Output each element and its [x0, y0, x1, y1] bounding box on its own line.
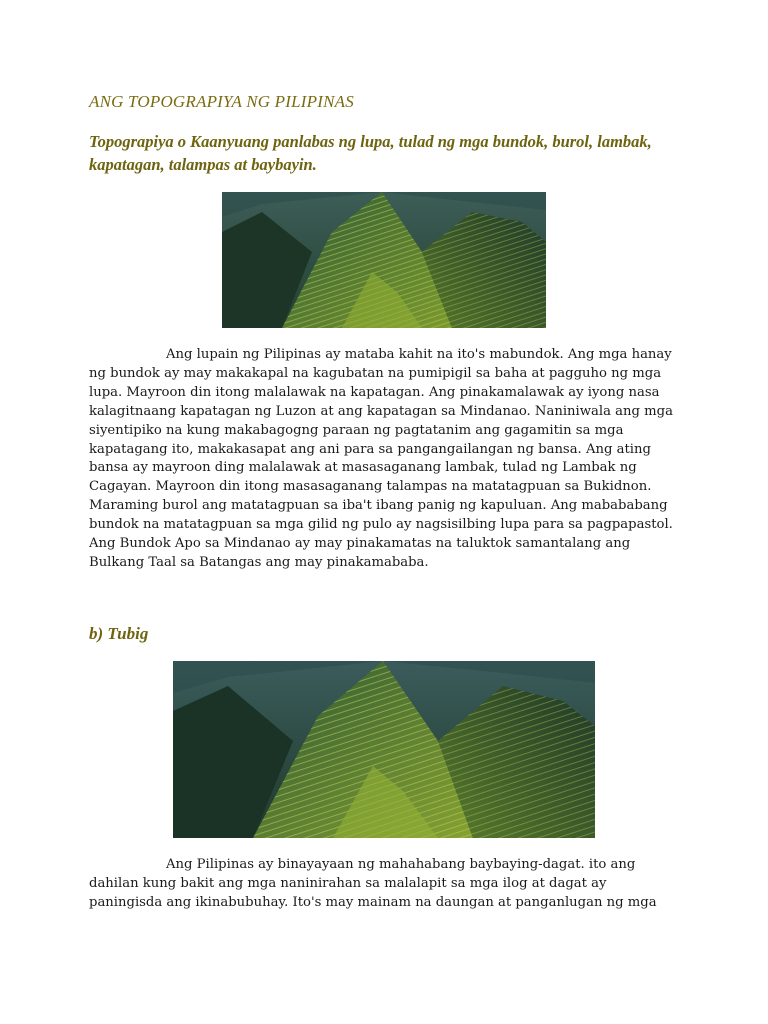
paragraph-topography: Ang lupain ng Pilipinas ay mataba kahit na ito's mabundok. Ang mga hanay ng bundok ay may makakapal na kagubatan na pumipigil sa baha at pagguho ng mga lupa. Mayroon din itong malalawak na kapatagan. Ang pinakamalawak ay iyong nasa kalagitnaang kapatagan ng Luzon at ang kapatagan sa Mindanao. Naniniwala ang mga siyentipiko na kung makabagogng paraan ng pagtatanim ang gagamitin sa mga kapatagang ito, makakasapat ang ani para sa pangangailangan ng bansa. Ang ating bansa ay mayroon ding malalawak at masasaganang lambak, tulad ng Lambak ng Cagayan. Mayroon din itong masasaganang talampas na matatagpuan sa Bukidnon. Maraming burol ang matatagpuan sa iba't ibang panig ng kapuluan. Ang mabababang bundok na matatagpuan sa mga gilid ng pulo ay nagsisilbing lupa para sa pagpapastol. Ang Bundok Apo sa Mindanao ay may pinakamatas na taluktok samantalang ang Bulkang Taal sa Batangas ang may pinakamababa. [89, 347, 673, 570]
paragraph-water: Ang Pilipinas ay binayayaan ng mahahabang baybaying-dagat. ito ang dahilan kung bakit ang mga naninirahan sa malalapit sa mga ilog at dagat ay paningisda ang ikinabubuhay. Ito's may mainam na daungan at panganlugan ng mga [89, 857, 657, 910]
document-subtitle: Topograpiya o Kaanyuang panlabas ng lupa, tulad ng mga bundok, burol, lambak, kapatagan, talampas at baybayin. [89, 132, 652, 174]
document-title: ANG TOPOGRAPIYA NG PILIPINAS [89, 92, 354, 111]
rice-terraces-photo-2 [173, 661, 595, 838]
rice-terraces-photo [222, 192, 546, 328]
section-heading-tubig: b) Tubig [89, 624, 149, 643]
